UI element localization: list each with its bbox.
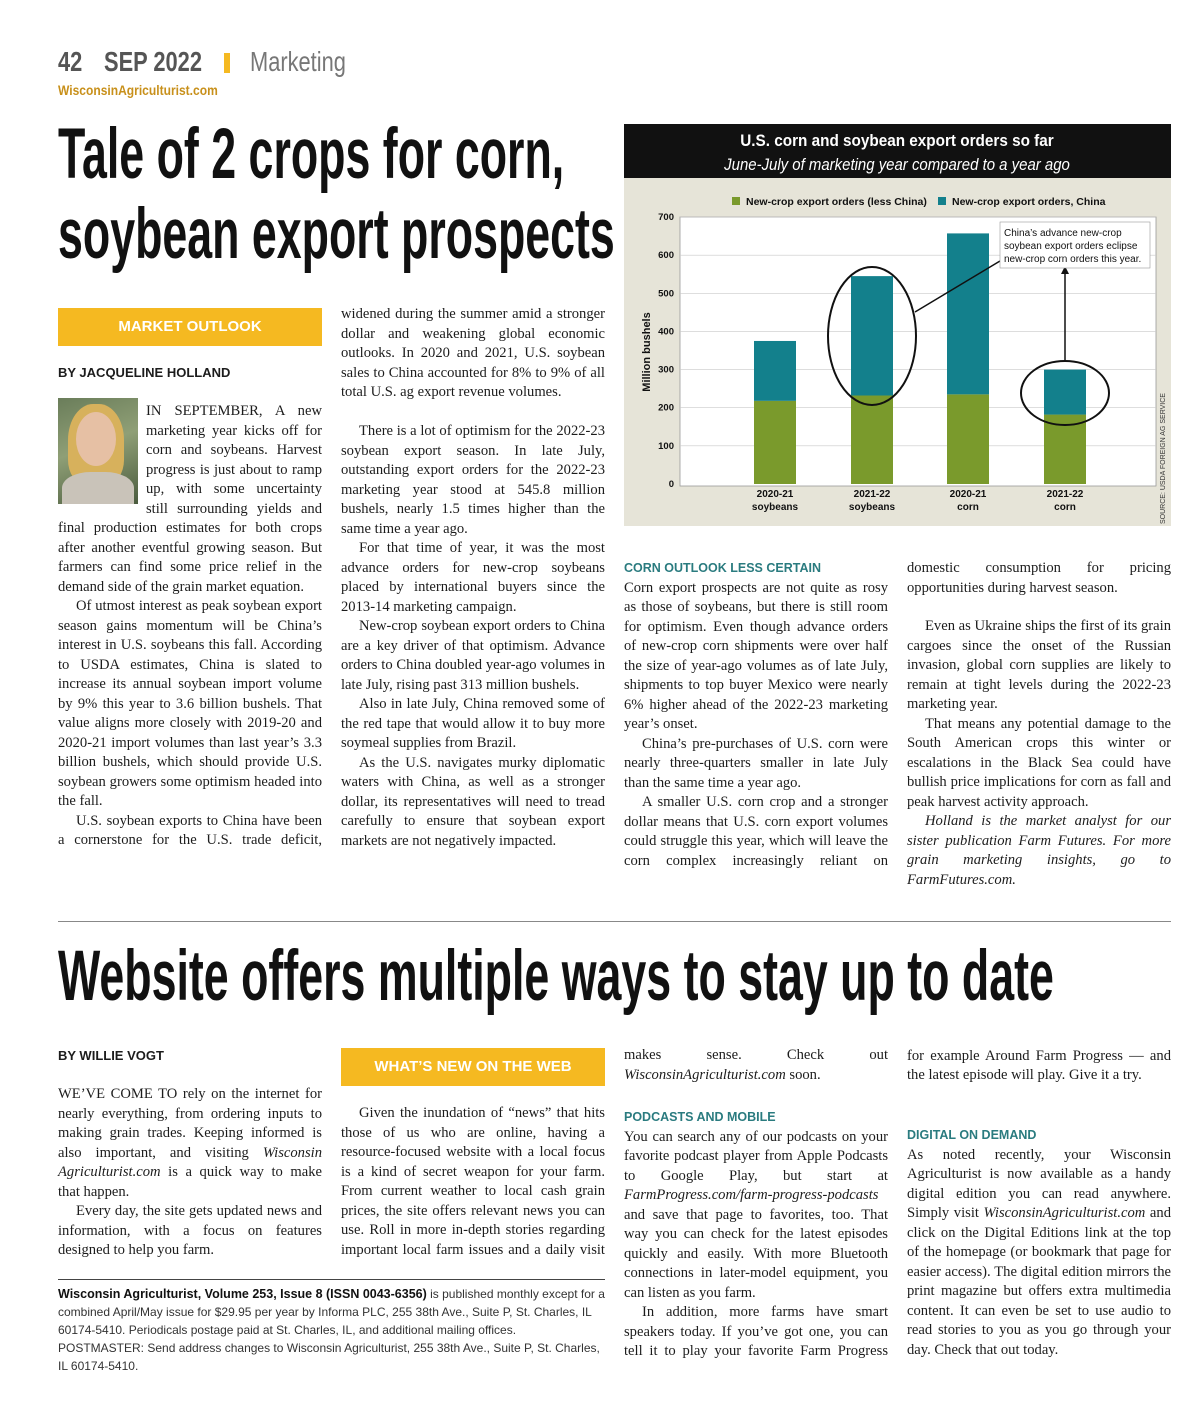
article1-col3 bbox=[624, 557, 888, 871]
issue-date: SEP 2022 bbox=[104, 46, 202, 77]
article1-p6: New-crop soybean export orders to China are a key driver of that optimism. Advance orders to China doubled year-ago volumes in late July, rising past 313 million bushels. bbox=[341, 618, 605, 693]
annotation-line-3: new-crop corn orders this year. bbox=[1004, 254, 1142, 265]
bar-china bbox=[754, 341, 796, 401]
x-tick-label: 2021-22 bbox=[853, 489, 891, 500]
chart-subtitle: June-July of marketing year compared to a year ago bbox=[724, 156, 1070, 175]
article1-col2 bbox=[341, 305, 605, 851]
site-link-1[interactable]: Wisconsin Agriculturist.com bbox=[58, 1144, 322, 1180]
masthead bbox=[58, 1285, 605, 1375]
article1-byline: BY JACQUELINE HOLLAND bbox=[58, 365, 231, 380]
article2-p5: In addition, more farms have smart speakers today. If you’ve got one, you can tell it to play your favorite Farm Progress bbox=[624, 1304, 888, 1359]
site-link-3[interactable]: WisconsinAgriculturist.com bbox=[983, 1205, 1146, 1221]
article2-p4: You can search any of our podcasts on your favorite podcast player from Apple Podcasts to Google Play, but start at FarmProgress.com/farm-progress-podcasts and save that page to favorites, too. That way you can check for the latest episodes quickly and easily. With more Bluetooth connections in later-model equipment, you can listen as you farm. bbox=[624, 1128, 888, 1301]
article1-headline-line2: soybean export prospects bbox=[58, 195, 615, 274]
article-divider bbox=[58, 921, 1171, 922]
article1-p4: There is a lot of optimism for the 2022-23 soybean export season. In late July, outstanding export orders for the 2022-23 marketing year stood at 545.8 million bushels, nearly 1.5 times higher than the same time a year ago. bbox=[341, 423, 605, 537]
article1-author-note: Holland is the market analyst for our sister publication Farm Futures. For more grain marketing insights, go to FarmFutures.com. bbox=[907, 813, 1171, 888]
x-tick-label: 2020-21 bbox=[756, 489, 794, 500]
x-tick-label: 2020-21 bbox=[949, 489, 987, 500]
article2-col3 bbox=[624, 1046, 888, 1361]
site-link-2[interactable]: WisconsinAgriculturist.com bbox=[624, 1066, 786, 1083]
article2-p3-continued: makes sense. Check out WisconsinAgriculturist.com soon. bbox=[624, 1047, 888, 1083]
article1-col1 bbox=[58, 402, 322, 851]
site-url[interactable]: WisconsinAgriculturist.com bbox=[58, 82, 218, 98]
annotation-line-1: China’s advance new-crop bbox=[1004, 228, 1122, 239]
chart-svg bbox=[624, 124, 1171, 526]
article1-p11: A smaller U.S. corn crop and a stronger dollar means that U.S. corn export volumes could struggle this year, which will leave the corn complex increasingly reliant on bbox=[624, 794, 888, 869]
article1-p9: Corn export prospects are not quite as rosy as those of soybeans, but there is still room for optimism. Even though advance orders of new-crop corn shipments were over half the size of year-ago volumes as of late July, shipments to top buyer Mexico were nearly 6% higher ahead of the 2022-23 marketing year’s onset. bbox=[624, 579, 888, 732]
y-axis-label: Million bushels bbox=[641, 312, 653, 392]
article2-p6: As noted recently, your Wisconsin Agriculturist is now available as a handy digital edition you can read anywhere. Simply visit WisconsinAgriculturist.com and click on the Digital Editions link at the top of the homepage (or bookmark that page for easier access). The digital edition mirrors the print magazine but offers extra multimedia content. It can even be set to use audio to read stories to you as you go through your day. Check that out today. bbox=[907, 1146, 1171, 1358]
chart-source: SOURCE: USDA FOREIGN AG SERVICE bbox=[1160, 393, 1167, 524]
y-tick-label: 200 bbox=[658, 402, 674, 414]
masthead-rule bbox=[58, 1279, 605, 1280]
podcasts-subhead: PODCASTS AND MOBILE bbox=[624, 1110, 776, 1124]
section-name: Marketing bbox=[250, 46, 346, 77]
article1-p11-continued: domestic consumption for pricing opportunities during harvest season. bbox=[907, 560, 1171, 596]
digital-subhead: DIGITAL ON DEMAND bbox=[907, 1128, 1037, 1142]
bar-less-china bbox=[851, 396, 893, 484]
article2-col1 bbox=[58, 1085, 322, 1261]
y-tick-label: 400 bbox=[658, 326, 674, 338]
y-tick-label: 500 bbox=[658, 288, 674, 300]
x-tick-label: soybeans bbox=[848, 502, 896, 513]
article1-p8: As the U.S. navigates murky diplomatic waters with China, as well as a stronger dollar, its representatives will need to tread carefully to ensure that soybean export markets are not negatively impacted. bbox=[341, 754, 605, 849]
market-outlook-label: MARKET OUTLOOK bbox=[58, 308, 322, 346]
annotation-line-2: soybean export orders eclipse bbox=[1004, 241, 1138, 252]
chart bbox=[624, 124, 1171, 526]
article2-col4 bbox=[907, 1046, 1171, 1360]
bar-less-china bbox=[947, 394, 989, 484]
chart-title: U.S. corn and soybean export orders so far bbox=[740, 131, 1054, 151]
header-divider bbox=[224, 53, 230, 73]
article1-p10: China’s pre-purchases of U.S. corn were nearly three-quarters smaller in late July than the same time a year ago. bbox=[624, 735, 888, 791]
y-tick-label: 300 bbox=[658, 364, 674, 376]
article1-p7: Also in late July, China removed some of the red tape that would allow it to buy more soymeal supplies from Brazil. bbox=[341, 696, 605, 751]
x-tick-label: corn bbox=[1054, 502, 1076, 513]
bar-china bbox=[947, 233, 989, 394]
article2-headline: Website offers multiple ways to stay up to date bbox=[58, 937, 1054, 1016]
corn-outlook-subhead: CORN OUTLOOK LESS CERTAIN bbox=[624, 561, 821, 575]
podcast-link[interactable]: FarmProgress.com/farm-progress-podcasts bbox=[624, 1187, 879, 1203]
article2-col2 bbox=[341, 1104, 605, 1260]
article2-byline: BY WILLIE VOGT bbox=[58, 1048, 164, 1063]
y-tick-label: 100 bbox=[658, 440, 674, 452]
bar-less-china bbox=[754, 401, 796, 484]
article2-p1: WE’VE COME TO rely on the internet for nearly everything, from ordering inputs to making grain trades. Keeping informed is also important, and visiting Wisconsin Agriculturist.com is a quick way to make that happen. bbox=[58, 1086, 322, 1200]
legend-label: New-crop export orders (less China) bbox=[746, 196, 927, 208]
article1-p13: That means any potential damage to the South American crops this winter or escalations in the Black Sea could have bullish price implications for corn as fall and peak harvest activity approach. bbox=[907, 715, 1171, 810]
article1-p3-continued: widened during the summer amid a stronger dollar and weakening global economic outlooks. In 2020 and 2021, U.S. soybean sales to China accounted for 8% to 9% of all total U.S. ag export revenue volumes. bbox=[341, 306, 605, 400]
y-tick-label: 700 bbox=[658, 212, 674, 223]
whats-new-label: WHAT’S NEW ON THE WEB bbox=[341, 1048, 605, 1086]
masthead-details: is published monthly except for a combined April/May issue for $29.95 per year by Informa PLC, 255 38th Ave., Suite P, St. Charles, IL 60174-5410. Periodicals postage paid at St. Charles, IL, and additional mailing offices. POSTMASTER: Send address changes to Wisconsin Agriculturist, 255 38th Ave., Suite P, St. Charles, IL 60174-5410. bbox=[58, 1287, 605, 1373]
bar-china bbox=[851, 276, 893, 395]
article1-p2: Of utmost interest as peak soybean export season gains momentum will be China’s interest in U.S. soybeans this fall. According to USDA estimates, China is slated to increase its annual soybean import volume by 9% this year to 3.6 billion bushels. That value aligns more closely with 2019-20 and 2020-21 import volumes than last year’s 3.3 billion bushels, which should provide U.S. soybean growers some optimism headed into the fall. bbox=[58, 598, 322, 809]
bar-china bbox=[1044, 370, 1086, 415]
legend-swatch bbox=[732, 197, 740, 205]
article1-col4 bbox=[907, 559, 1171, 890]
x-tick-label: 2021-22 bbox=[1046, 489, 1084, 500]
article1-p1: IN SEPTEMBER, A new marketing year kicks off for corn and soybeans. Harvest progress is just about to ramp up, with some uncertainty still surrounding yields and final production estimates for both crops after another eventful growing season. But farmers can find some price relief in the demand side of the grain market equation. bbox=[58, 403, 322, 595]
article2-p3: Given the inundation of “news” that hits those of us who are online, having a resource-focused website with a local focus is a kind of secret weapon for your farm. From current weather to local cash grain prices, the site offers relevant news you can use. Roll in more in-depth stories regarding important local farm issues and a daily visit bbox=[341, 1105, 605, 1258]
article1-p3: U.S. soybean exports to China have been a cornerstone for the U.S. trade deficit, bbox=[58, 812, 322, 848]
article2-p2: Every day, the site gets updated news and information, with a focus on features designed to help you farm. bbox=[58, 1203, 322, 1258]
masthead-title: Wisconsin Agriculturist, Volume 253, Issue 8 (ISSN 0043-6356) bbox=[58, 1287, 427, 1301]
article1-p12: Even as Ukraine ships the first of its grain cargoes since the onset of the Russian invasion, global corn supplies are likely to remain at tight levels during the 2022-23 marketing year. bbox=[907, 618, 1171, 712]
article2-p5-continued: for example Around Farm Progress — and the latest episode will play. Give it a try. bbox=[907, 1047, 1171, 1083]
y-tick-label: 600 bbox=[658, 250, 674, 262]
legend-label: New-crop export orders, China bbox=[952, 196, 1106, 208]
legend-swatch bbox=[938, 197, 946, 205]
page-number: 42 bbox=[58, 46, 83, 77]
y-tick-label: 0 bbox=[668, 479, 674, 490]
article1-headline-line1: Tale of 2 crops for corn, bbox=[58, 115, 565, 194]
x-tick-label: corn bbox=[957, 502, 979, 513]
article1-p5: For that time of year, it was the most advance orders for new-crop soybeans placed by international buyers since the 2013-14 marketing campaign. bbox=[341, 540, 605, 615]
x-tick-label: soybeans bbox=[751, 502, 799, 513]
